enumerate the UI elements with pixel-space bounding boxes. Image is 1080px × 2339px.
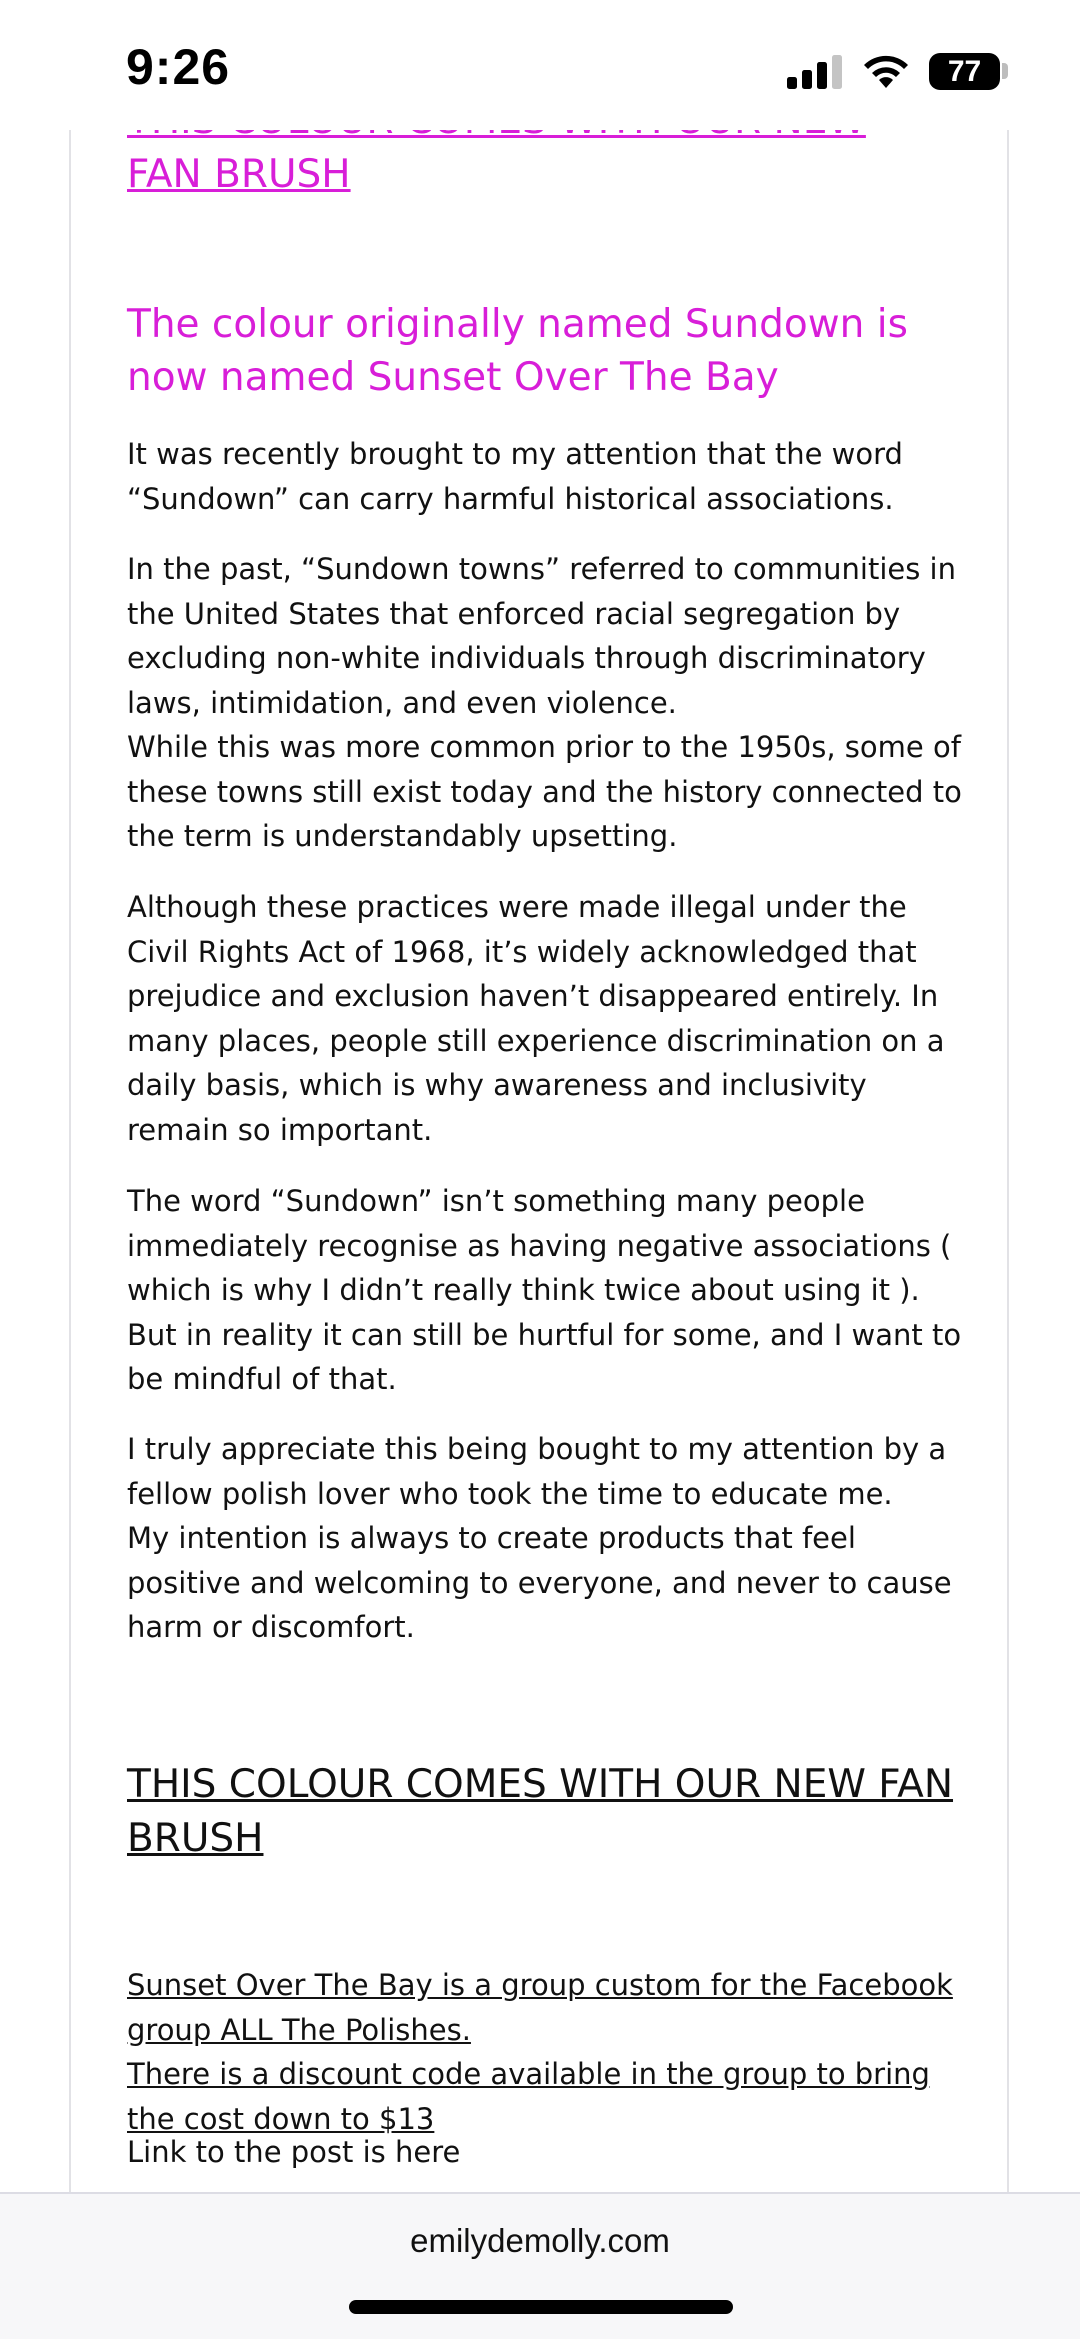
status-bar [0,0,1080,130]
home-indicator[interactable] [349,2300,733,2314]
browser-address-bar[interactable] [0,2192,1080,2339]
url-label[interactable]: emilydemolly.com [410,2222,670,2259]
paragraph-intro: It was recently brought to my attention that the word “Sundown” can carry harmful historical associations. [127,437,903,516]
signal-icon [787,55,845,89]
paragraph-history: In the past, “Sundown towns” referred to communities in the United States that enforced racial segregation by excluding non-white individuals through discriminatory laws, intimidation, and even violence. While this was more common prior to the 1950s, some of these towns still exist today and the history connected to the term is understandably upsetting. [127,552,962,853]
post-link-text[interactable]: Link to the post is here [127,2135,461,2169]
status-time: 9:26 [126,39,231,95]
fan-brush-link[interactable]: THIS COLOUR COMES WITH OUR NEW FAN BRUSH [127,1762,954,1861]
paragraph-civil-rights: Although these practices were made illegal under the Civil Rights Act of 1968, it’s widely acknowledged that prejudice and exclusion haven’t disappeared entirely. In many places, people still experience discrimination on a daily basis, which is why awareness and inclusivity remain so important. [127,890,945,1147]
battery-cap [1002,63,1008,79]
paragraph-word-sundown: The word “Sundown” isn’t something many people immediately recognise as having negative associations ( which is why I didn’t really think twice about using it ). But in reality it can still be hurtful for some, and I want to be mindful of that. [127,1184,962,1396]
fan-brush-link-top[interactable]: FAN BRUSH [127,152,351,197]
wifi-icon [861,52,911,90]
group-custom-link[interactable]: Sunset Over The Bay is a group custom for the Facebook group ALL The Polishes. There is a discount code available in the group to bring the cost down to $13 [127,1968,953,2136]
paragraph-appreciation: I truly appreciate this being bought to my attention by a fellow polish lover who took the time to educate me. My intention is always to create products that feel positive and welcoming to everyone, and never to cause harm or discomfort. [127,1432,952,1644]
rename-heading: The colour originally named Sundown is now named Sunset Over The Bay [127,302,908,400]
battery-icon: 77 [929,53,1000,90]
article-panel [69,130,1009,2192]
